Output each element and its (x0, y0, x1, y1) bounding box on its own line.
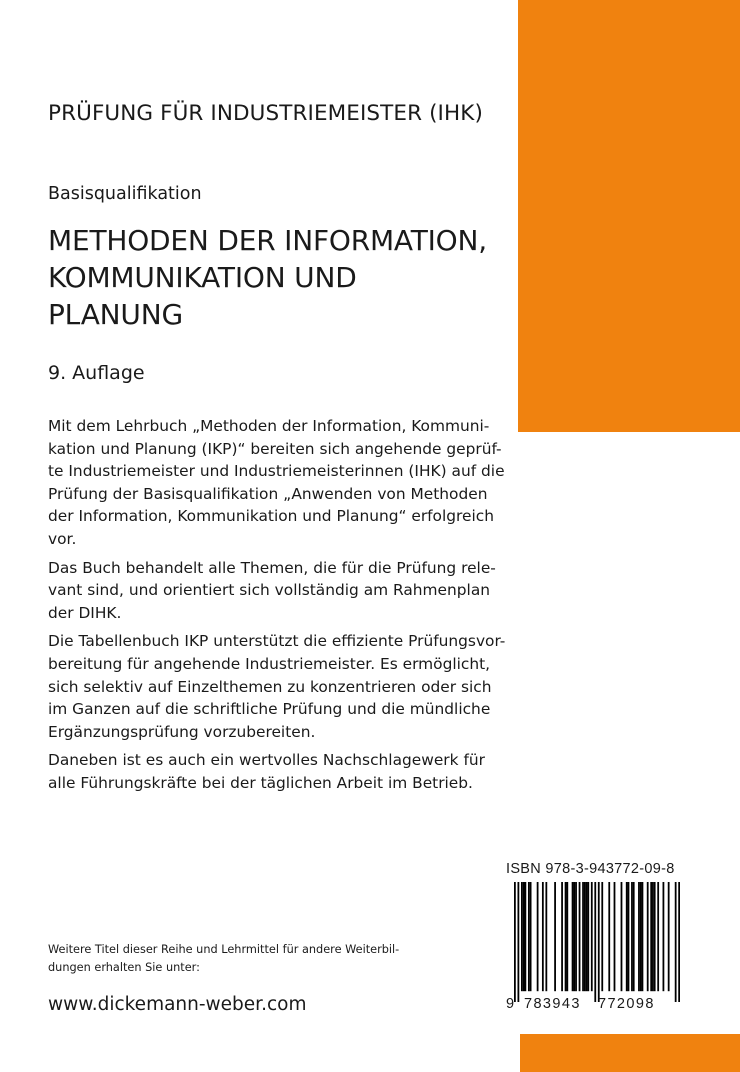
barcode-bar (626, 882, 628, 991)
barcode-bar (521, 882, 523, 991)
blurb-line: Daneben ist es auch ein wertvolles Nachschlagewerk für (48, 751, 485, 770)
blurb-line: alle Führungskräfte bei der täglichen Arbeit im Betrieb. (48, 773, 473, 792)
website-link[interactable]: www.dickemann-weber.com (48, 994, 307, 1015)
barcode-bar (598, 882, 600, 1002)
barcode-digit-group-left: 783943 (524, 996, 581, 1012)
book-title (48, 222, 487, 333)
blurb-line: kation und Planung (IKP)“ bereiten sich angehende geprüf- (48, 439, 502, 458)
blurb-line: der DIHK. (48, 603, 122, 622)
blurb-line: sich selektiv auf Einzelthemen zu konzentrieren oder sich (48, 677, 492, 696)
barcode-bar (565, 882, 567, 991)
subtitle: Basisqualifikation (48, 184, 202, 204)
barcode-bar (572, 882, 574, 991)
blurb-paragraph (48, 630, 506, 743)
barcode-bar (654, 882, 656, 991)
barcode-bar (573, 882, 575, 991)
barcode-bar (514, 882, 516, 1002)
barcode-bar (633, 882, 635, 991)
blurb-line: Das Buch behandelt alle Themen, die für die Prüfung rele- (48, 558, 496, 577)
barcode-bar (545, 882, 547, 991)
barcode-bar (584, 882, 586, 991)
barcode-digit-lead: 9 (506, 996, 515, 1012)
barcode-bar (678, 882, 680, 1002)
blurb-line: te Industriemeister und Industriemeisterinnen (IHK) auf die (48, 462, 505, 481)
barcode-bar (647, 882, 649, 991)
blurb-line: Die Tabellenbuch IKP unterstützt die effiziente Prüfungsvor- (48, 632, 506, 651)
blurb-line: vor. (48, 529, 77, 548)
more-info-line: dungen erhalten Sie unter: (48, 961, 200, 974)
blurb-line: Prüfung der Basisqualifikation „Anwenden von Methoden (48, 484, 488, 503)
barcode-bar (566, 882, 568, 991)
barcode-bar (528, 882, 530, 991)
barcode-bar (601, 882, 603, 991)
isbn-label: ISBN 978-3-943772-09-8 (506, 861, 675, 877)
more-info-note (48, 941, 428, 977)
blurb-paragraph (48, 749, 485, 794)
book-title-line: METHODEN DER INFORMATION, (48, 224, 487, 257)
barcode-bar (642, 882, 644, 991)
barcode-bar (675, 882, 677, 1002)
orange-accent-block-top (518, 0, 740, 432)
barcode-bar (608, 882, 610, 991)
edition-label: 9. Auflage (48, 362, 145, 384)
barcode-bar (628, 882, 630, 991)
blurb-line: Ergänzungsprüfung vorzubereiten. (48, 722, 316, 741)
barcode-bar (579, 882, 581, 991)
series-title: PRÜFUNG FÜR INDUSTRIEMEISTER (IHK) (48, 101, 483, 126)
barcode-bar (523, 882, 525, 991)
barcode-bar (657, 882, 659, 991)
barcode-bar (582, 882, 584, 991)
blurb-line: im Ganzen auf die schriftliche Prüfung und die mündliche (48, 700, 491, 719)
barcode-bar (638, 882, 640, 991)
barcode-bar (640, 882, 642, 991)
more-info-line: Weitere Titel dieser Reihe und Lehrmittel für andere Weiterbil- (48, 943, 400, 956)
book-title-line: KOMMUNIKATION UND (48, 261, 357, 294)
barcode-bar (614, 882, 616, 991)
barcode-bar (575, 882, 577, 991)
blurb-line: bereitung für angehende Industriemeister. Es ermöglicht, (48, 654, 491, 673)
barcode-bar (554, 882, 556, 991)
barcode-bar (530, 882, 532, 991)
barcode-bar (591, 882, 593, 991)
barcode-bar (586, 882, 588, 991)
blurb (48, 415, 506, 801)
barcode-digit-group-right: 772098 (598, 996, 655, 1012)
blurb-paragraph (48, 415, 505, 551)
barcode-bar (652, 882, 654, 991)
barcode-bar (621, 882, 623, 991)
barcode-bar (587, 882, 589, 991)
blurb-paragraph (48, 557, 496, 625)
barcode-bar (663, 882, 665, 991)
book-title-line: PLANUNG (48, 298, 183, 331)
blurb-line: der Information, Kommunikation und Planung“ erfolgreich (48, 507, 494, 526)
blurb-line: vant sind, und orientiert sich vollständig am Rahmenplan (48, 581, 490, 600)
barcode-bar (524, 882, 526, 991)
orange-accent-block-bottom (520, 1034, 740, 1072)
barcode-bar (650, 882, 652, 991)
barcode-bar (594, 882, 596, 1002)
barcode-bar (561, 882, 563, 991)
barcode-bar (542, 882, 544, 991)
barcode-bar (668, 882, 670, 991)
blurb-line: Mit dem Lehrbuch „Methoden der Information, Kommuni- (48, 417, 490, 435)
barcode-bar (537, 882, 539, 991)
barcode (514, 882, 680, 1002)
barcode-bar (631, 882, 633, 991)
barcode-bar (517, 882, 519, 1002)
